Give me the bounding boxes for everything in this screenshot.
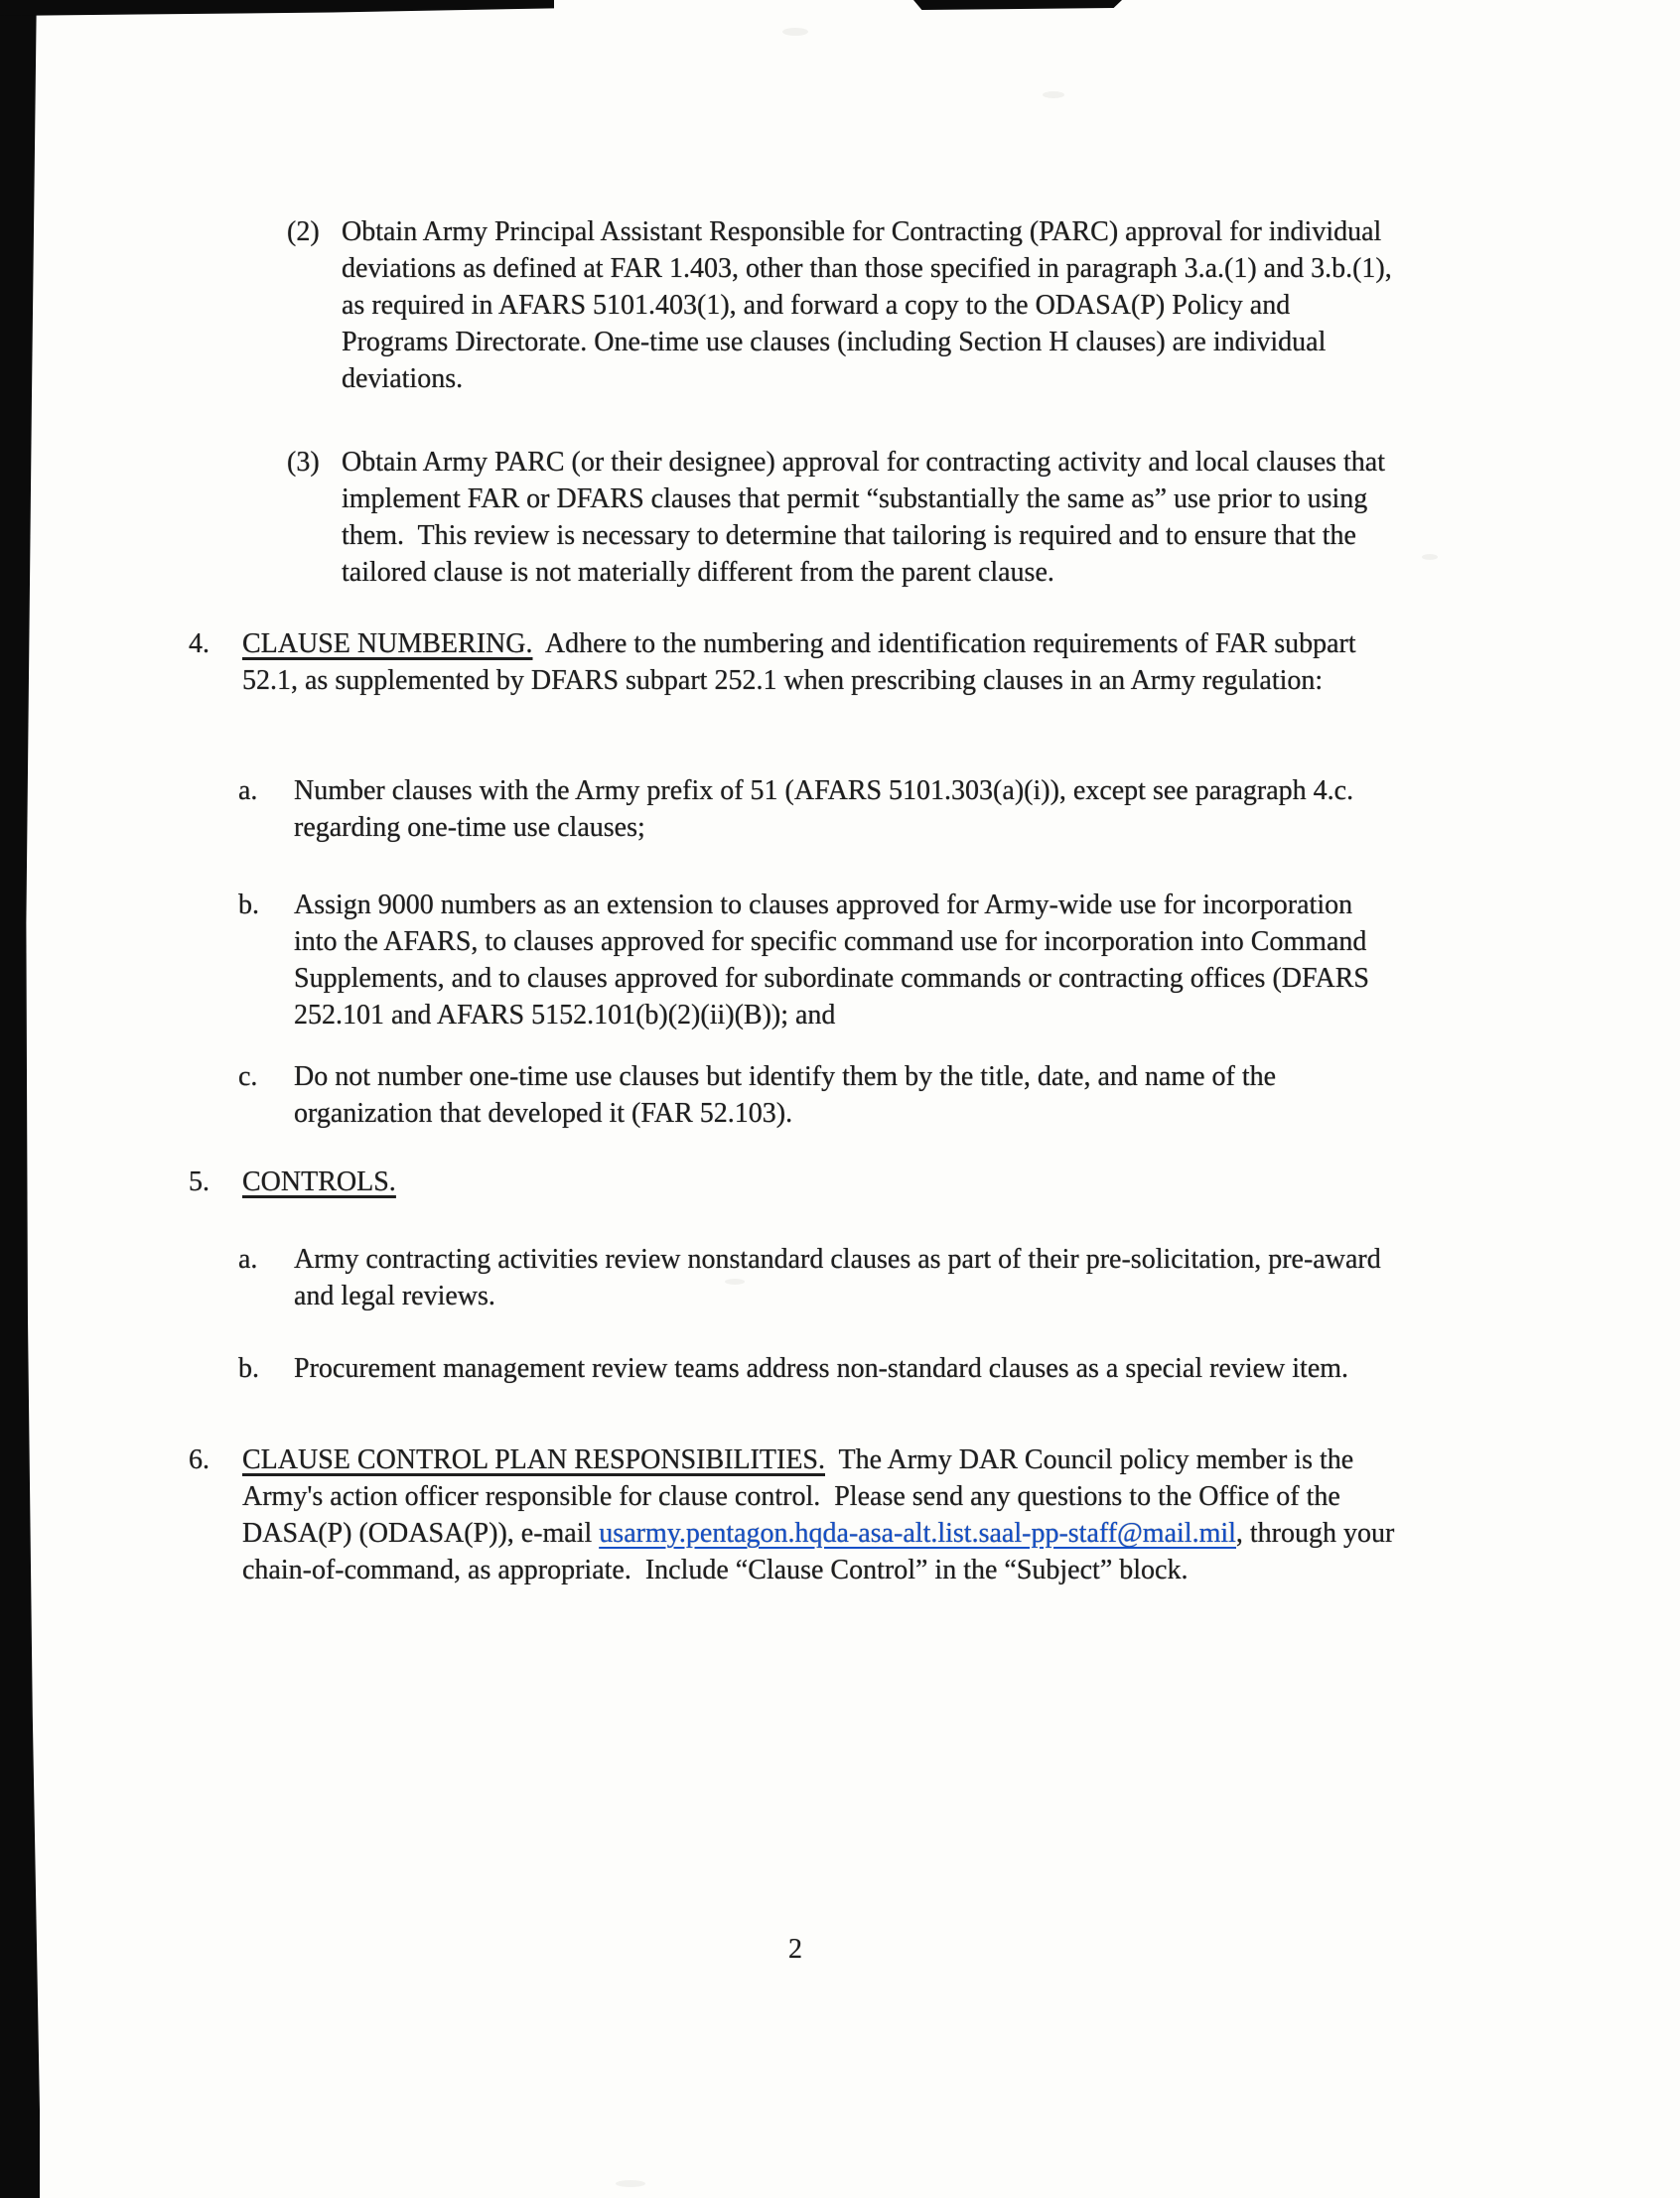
section-5-heading: CONTROLS. xyxy=(242,1167,396,1197)
section-4b-body: Assign 9000 numbers as an extension to clauses approved for Army-wide use for incorporation into the AFARS, to clauses approved for specific command use for incorporation into Command Supplements, and to clauses approved for subordinate commands or contracting offices (DFARS 252.101 and AFARS 5152.101(b)(2)(ii)(B)); and xyxy=(294,890,1376,1030)
section-4b xyxy=(238,887,1402,1033)
scan-artifact-left-bar xyxy=(0,0,40,2198)
section-6-text xyxy=(242,1442,1402,1588)
scan-smudge xyxy=(782,28,808,36)
section-5a-body: Army contracting activities review nonstandard clauses as part of their pre-solicitation, pre-award and legal reviews. xyxy=(294,1244,1388,1311)
section-4c-body: Do not number one-time use clauses but identify them by the title, date, and name of the organization that developed it (FAR 52.103). xyxy=(294,1061,1284,1129)
page-number: 2 xyxy=(788,1934,802,1965)
paragraph-3-number: (3) xyxy=(287,447,320,478)
section-5a xyxy=(238,1241,1402,1314)
section-5b xyxy=(238,1350,1402,1387)
section-4b-letter: b. xyxy=(238,890,259,920)
section-4c xyxy=(238,1058,1402,1132)
section-4 xyxy=(189,625,1402,699)
scan-smudge xyxy=(1422,554,1438,560)
paragraph-2-text xyxy=(342,213,1402,397)
section-6-body-before-link: The Army DAR Council policy member is the Army's action officer responsible for clause control. Please send any questions to the Office of the DASA(P) (ODASA(P)), e-mail xyxy=(242,1444,1359,1549)
section-5 xyxy=(189,1164,1402,1200)
section-4-text xyxy=(242,625,1402,699)
section-5a-text xyxy=(294,1241,1402,1314)
section-5a-letter: a. xyxy=(238,1244,258,1275)
section-4-heading: CLAUSE NUMBERING. xyxy=(242,628,533,659)
section-6-number: 6. xyxy=(189,1444,210,1475)
paragraph-2-number: (2) xyxy=(287,216,320,247)
paragraph-2 xyxy=(287,213,1402,397)
paragraph-3 xyxy=(287,444,1402,591)
section-4b-text xyxy=(294,887,1402,1033)
section-4c-letter: c. xyxy=(238,1061,258,1092)
section-4a xyxy=(238,772,1402,846)
section-5b-letter: b. xyxy=(238,1353,259,1384)
email-link[interactable]: usarmy.pentagon.hqda-asa-alt.list.saal-pp-staff@mail.mil xyxy=(599,1518,1236,1549)
paragraph-3-text xyxy=(342,444,1402,591)
scan-artifact-top-bar-left xyxy=(0,0,554,16)
section-5-text xyxy=(242,1164,1402,1200)
section-4a-body: Number clauses with the Army prefix of 51 (AFARS 5101.303(a)(i)), except see paragraph 4.c. regarding one-time use clauses; xyxy=(294,775,1361,843)
section-4-body: Adhere to the numbering and identification requirements of FAR subpart 52.1, as supplemented by DFARS subpart 252.1 when prescribing clauses in an Army regulation: xyxy=(242,628,1363,696)
scan-smudge xyxy=(616,2180,645,2187)
paragraph-2-body: Obtain Army Principal Assistant Responsible for Contracting (PARC) approval for individual deviations as defined at FAR 1.403, other than those specified in paragraph 3.a.(1) and 3.b.(1), as required in AFARS 5101.403(1), and forward a copy to the ODASA(P) Policy and Programs Directorate. One-time use clauses (including Section H clauses) are individual deviations. xyxy=(342,216,1399,394)
section-4a-letter: a. xyxy=(238,775,258,806)
section-5b-text xyxy=(294,1350,1402,1387)
scan-smudge xyxy=(1043,91,1064,98)
section-5-number: 5. xyxy=(189,1167,210,1197)
section-6-heading: CLAUSE CONTROL PLAN RESPONSIBILITIES. xyxy=(242,1444,825,1475)
section-6-body-after-link: , through your chain-of-command, as appropriate. Include “Clause Control” in the “Subject” block. xyxy=(242,1518,1402,1585)
section-6 xyxy=(189,1442,1402,1588)
section-5b-body: Procurement management review teams address non-standard clauses as a special review item. xyxy=(294,1353,1349,1384)
section-4-number: 4. xyxy=(189,628,210,659)
paragraph-3-body: Obtain Army PARC (or their designee) approval for contracting activity and local clauses that implement FAR or DFARS clauses that permit “substantially the same as” use prior to using them. This review is necessary to determine that tailoring is required and to ensure that the tailored clause is not materially different from the parent clause. xyxy=(342,447,1393,588)
section-4c-text xyxy=(294,1058,1402,1132)
section-4a-text xyxy=(294,772,1402,846)
scan-artifact-top-bar-right xyxy=(913,0,1122,10)
